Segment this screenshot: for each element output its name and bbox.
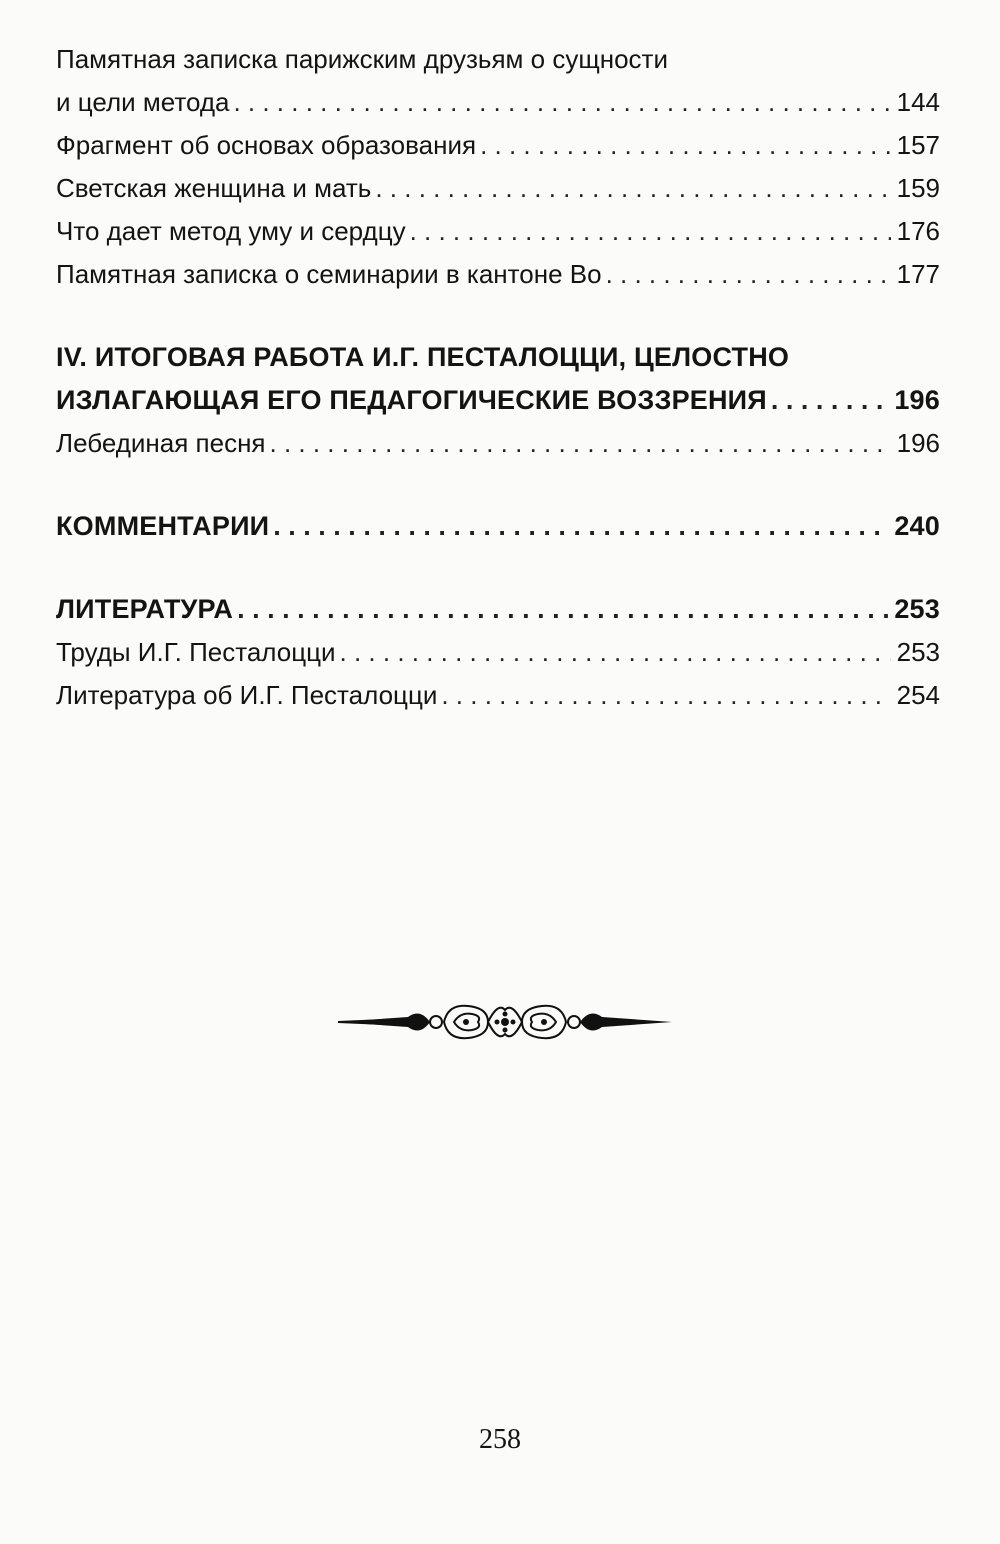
toc-entry-page: 176 xyxy=(896,216,940,246)
leader-dots xyxy=(375,167,890,210)
page-number: 258 xyxy=(479,1424,521,1455)
toc-entry-memo-paris[interactable] xyxy=(56,38,940,124)
leader-dots xyxy=(270,422,891,465)
toc-entry-swan-song[interactable] xyxy=(56,422,940,465)
toc-entry-page: 196 xyxy=(896,428,940,458)
leader-dots xyxy=(771,379,888,422)
toc-entry-literature-about[interactable] xyxy=(56,674,940,717)
toc-section-literature[interactable] xyxy=(56,588,940,631)
toc-entry-title: Литература об И.Г. Песталоцци xyxy=(56,680,438,710)
toc-section-iv[interactable] xyxy=(56,336,940,422)
leader-dots xyxy=(480,124,891,167)
leader-dots xyxy=(606,253,891,296)
toc-entry-method-mind-heart[interactable] xyxy=(56,210,940,253)
toc-entry-title-line1: Памятная записка парижским друзьям о сущности xyxy=(56,44,668,74)
toc-entry-title: Лебединая песня xyxy=(56,428,266,458)
leader-dots xyxy=(410,210,891,253)
toc-section-page: 196 xyxy=(894,385,940,415)
toc-section-title-line1: IV. ИТОГОВАЯ РАБОТА И.Г. ПЕСТАЛОЦЦИ, ЦЕЛОСТНО xyxy=(56,342,790,372)
toc-entry-seminary-memo[interactable] xyxy=(56,253,940,296)
leader-dots xyxy=(237,588,888,631)
toc-section-page: 240 xyxy=(894,511,940,541)
toc-entry-page: 253 xyxy=(896,637,940,667)
toc-entry-title-line2: и цели метода xyxy=(56,87,230,117)
leader-dots xyxy=(441,674,890,717)
table-of-contents xyxy=(56,38,940,717)
toc-entry-works[interactable] xyxy=(56,631,940,674)
toc-entry-page: 177 xyxy=(896,259,940,289)
leader-dots xyxy=(340,631,891,674)
toc-section-comments[interactable] xyxy=(56,505,940,548)
toc-entry-page: 159 xyxy=(896,173,940,203)
toc-entry-title: Светская женщина и мать xyxy=(56,173,372,203)
toc-section-title: КОММЕНТАРИИ xyxy=(56,511,270,541)
toc-entry-title: Памятная записка о семинарии в кантоне Во xyxy=(56,259,602,289)
toc-entry-page: 254 xyxy=(896,680,940,710)
decorative-flourish-icon xyxy=(338,998,672,1048)
toc-entry-fragment[interactable] xyxy=(56,124,940,167)
toc-entry-title: Фрагмент об основах образования xyxy=(56,130,477,160)
toc-entry-title: Труды И.Г. Песталоцци xyxy=(56,637,336,667)
leader-dots xyxy=(233,81,890,124)
toc-entry-title: Что дает метод уму и сердцу xyxy=(56,216,406,246)
toc-entry-woman-mother[interactable] xyxy=(56,167,940,210)
toc-section-title: ЛИТЕРАТУРА xyxy=(56,594,234,624)
toc-section-title-line2: ИЗЛАГАЮЩАЯ ЕГО ПЕДАГОГИЧЕСКИЕ ВОЗЗРЕНИЯ xyxy=(56,385,767,415)
toc-entry-page: 144 xyxy=(896,87,940,117)
toc-entry-page: 157 xyxy=(896,130,940,160)
toc-section-page: 253 xyxy=(894,594,940,624)
leader-dots xyxy=(273,505,888,548)
